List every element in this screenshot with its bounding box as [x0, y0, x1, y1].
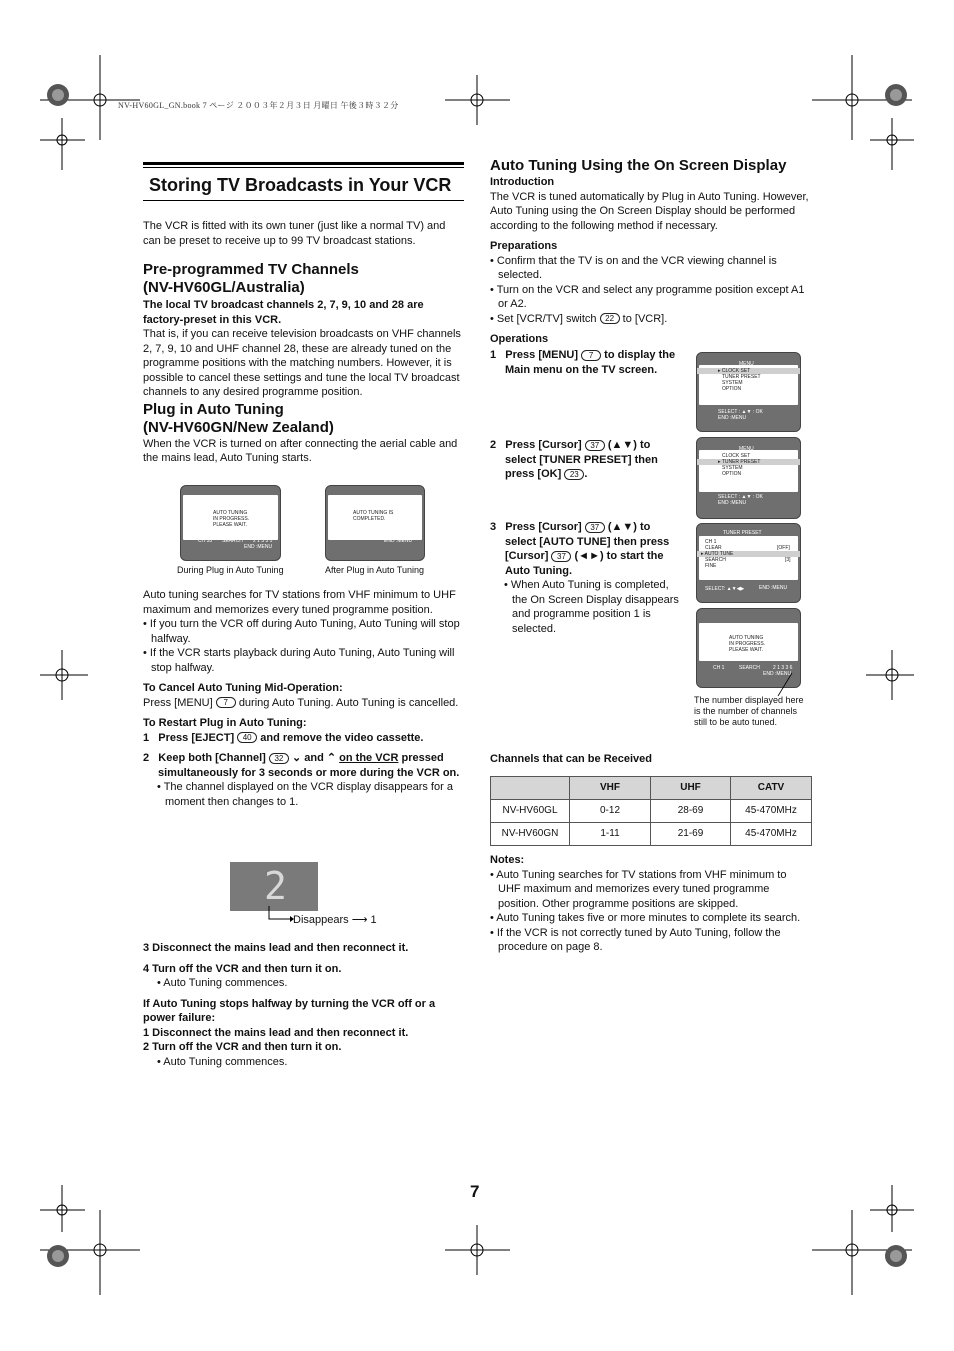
- prep-bullet-2: • Turn on the VCR and select any programme position except A1 or A2.: [490, 283, 805, 310]
- page-title-box: [143, 162, 464, 201]
- osd-tuner-preset-screen: TUNER PRESET CH 1 CLEAR [OFF] ▸ AUTO TUNE SEARCH [3] FINE SELECT: ▲▼◀▶ END :MENU: [696, 523, 801, 603]
- plugin-heading-2: (NV-HV60GN/New Zealand): [143, 418, 334, 436]
- display-digit: 2: [264, 864, 287, 908]
- bullet-2: • If the VCR starts playback during Auto Tuning, Auto Tuning will stop halfway.: [143, 647, 455, 674]
- op-step-1: 1 Press [MENU] 7 to display the Main menu on the TV screen.: [490, 349, 676, 376]
- after-caption: After Plug in Auto Tuning: [325, 565, 425, 575]
- preprog-bold: The local TV broadcast channels 2, 7, 9, 10 and 28 are factory-preset in this VCR.: [143, 299, 424, 326]
- bullet-1: • If you turn the VCR off during Auto Tuning, Auto Tuning will stop halfway.: [143, 618, 460, 645]
- restart-step-1: 1 Press [EJECT] 40 and remove the video cassette.: [143, 731, 424, 744]
- channels-table: [490, 776, 812, 846]
- chevron-up-icon: ⌃: [326, 752, 337, 764]
- preprog-heading-1: Pre-programmed TV Channels: [143, 261, 359, 278]
- eject-badge: 40: [237, 732, 257, 743]
- table-row: NV-HV60GN 1-11 21-69 45-470MHz: [491, 823, 812, 846]
- op-step-2: 2 Press [Cursor] 37 (▲▼) to select [TUNER PRESET] then press [OK] 23 .: [490, 439, 658, 480]
- chevron-down-icon: ⌄: [291, 752, 302, 764]
- table-header-row: VHF UHF CATV: [491, 777, 812, 800]
- right-heading: Auto Tuning Using the On Screen Display: [490, 157, 787, 174]
- plugin-heading-1: Plug in Auto Tuning: [143, 400, 284, 418]
- intro-paragraph: The VCR is tuned automatically by Plug in Auto Tuning. However, Auto Tuning using the On Screen Display should be performed according to the following method if necessary.: [490, 190, 809, 232]
- cancel-text: Press [MENU] 7 during Auto Tuning. Auto Tuning is cancelled.: [143, 696, 459, 709]
- preprog-heading-2: (NV-HV60GL/Australia): [143, 279, 305, 296]
- note-3: • If the VCR is not correctly tuned by Auto Tuning, follow the procedure on page 8.: [490, 926, 781, 953]
- vcr-display: [230, 862, 318, 911]
- restart-heading: To Restart Plug in Auto Tuning:: [143, 717, 307, 729]
- op-step-3-sub: • When Auto Tuning is completed, the On Screen Display disappears and programme position 1 is selected.: [504, 579, 679, 635]
- desc-text: Auto tuning searches for TV stations from VHF minimum to UHF maximum and memorizes every tuned programme position.: [143, 589, 456, 616]
- prep-heading: Preparations: [490, 240, 558, 252]
- restart-step-4-sub: • Auto Tuning commences.: [157, 977, 288, 989]
- preprog-text: That is, if you can receive television broadcasts on VHF channels 2, 7, 9, 10 and UHF channel 28, these are already tuned on the programme positions with the matching numbers. However, it is possible to cancel these settings and tune the local TV broadcast channels to any desired programme position.: [143, 328, 461, 398]
- halfway-step-1: 1 Disconnect the mains lead and then reconnect it.: [143, 1026, 409, 1039]
- osd-menu-screen-1: MENU ▸ CLOCK SET TUNER PRESET SYSTEM OPTION SELECT : ▲▼ : OK END :MENU: [696, 352, 801, 432]
- halfway-step-2: 2 Turn off the VCR and then turn it on.: [143, 1041, 342, 1053]
- plugin-text: When the VCR is turned on after connecting the aerial cable and the mains lead, Auto Tuning starts.: [143, 437, 458, 464]
- page-title: Storing TV Broadcasts in Your VCR: [143, 167, 464, 201]
- bracket-arrow-icon: [268, 906, 294, 924]
- ops-heading: Operations: [490, 333, 549, 345]
- print-info: NV-HV60GL_GN.book 7 ページ ２００３年２月３日 月曜日 午後３時３２分: [118, 101, 399, 110]
- after-tuning-screen: AUTO TUNING IS COMPLETED. END :MENU: [325, 485, 425, 561]
- vcrtv-badge: 22: [600, 313, 620, 324]
- cancel-heading: To Cancel Auto Tuning Mid-Operation:: [143, 682, 343, 694]
- intro-text: The VCR is fitted with its own tuner (just like a normal TV) and can be preset to receive up to 99 TV broadcast stations.: [143, 220, 446, 247]
- note-1: • Auto Tuning searches for TV stations from VHF minimum to UHF maximum and memorizes every tuned programme position. Other programme positions are skipped.: [490, 868, 787, 910]
- channels-heading: Channels that can be Received: [490, 753, 652, 765]
- table-row: NV-HV60GL 0-12 28-69 45-470MHz: [491, 800, 812, 823]
- osd-menu-screen-2: MENU CLOCK SET ▸ TUNER PRESET SYSTEM OPTION SELECT : ▲▼ : OK END :MENU: [696, 437, 801, 519]
- note-2: • Auto Tuning takes five or more minutes to complete its search.: [490, 912, 801, 924]
- notes-heading: Notes:: [490, 854, 525, 866]
- halfway-step-2-sub: • Auto Tuning commences.: [157, 1055, 288, 1068]
- osd-auto-tuning-screen: AUTO TUNING IN PROGRESS. PLEASE WAIT. CH 1 SEARCH 2 1 3 3 6 END :MENU: [696, 608, 801, 688]
- menu-badge: 7: [216, 697, 236, 708]
- restart-step-2: 2 Keep both [Channel] 32 ⌄ and ⌃ on the VCR pressed simultaneously for 3 seconds or more during the VCR on.: [143, 752, 460, 779]
- intro-heading: Introduction: [490, 176, 555, 188]
- disappears-label: Disappears ⟶ 1: [293, 914, 377, 926]
- prep-bullet-3: • Set [VCR/TV] switch 22 to [VCR].: [490, 312, 668, 325]
- prep-bullet-1: • Confirm that the TV is on and the VCR viewing channel is selected.: [490, 254, 777, 281]
- during-tuning-screen: AUTO TUNING IN PROGRESS. PLEASE WAIT. CH 33 SEARCH 2 1 3 3 1 END :MENU: [180, 485, 281, 561]
- during-caption: During Plug in Auto Tuning: [177, 565, 284, 575]
- restart-step-3: 3 Disconnect the mains lead and then reconnect it.: [143, 942, 409, 954]
- channel-badge: 32: [269, 753, 289, 764]
- restart-step-2-sub: • The channel displayed on the VCR display disappears for a moment then changes to 1.: [157, 781, 453, 808]
- note-caption: The number displayed here is the number of channels still to be auto tuned.: [694, 695, 804, 727]
- restart-step-4: 4 Turn off the VCR and then turn it on.: [143, 962, 342, 975]
- op-step-3: 3 Press [Cursor] 37 (▲▼) to select [AUTO TUNE] then press [Cursor] 37 (◄►) to start the Auto Tuning.: [490, 521, 670, 577]
- halfway-heading: If Auto Tuning stops halfway by turning the VCR off or a power failure:: [143, 997, 436, 1024]
- page-number: 7: [470, 1182, 480, 1201]
